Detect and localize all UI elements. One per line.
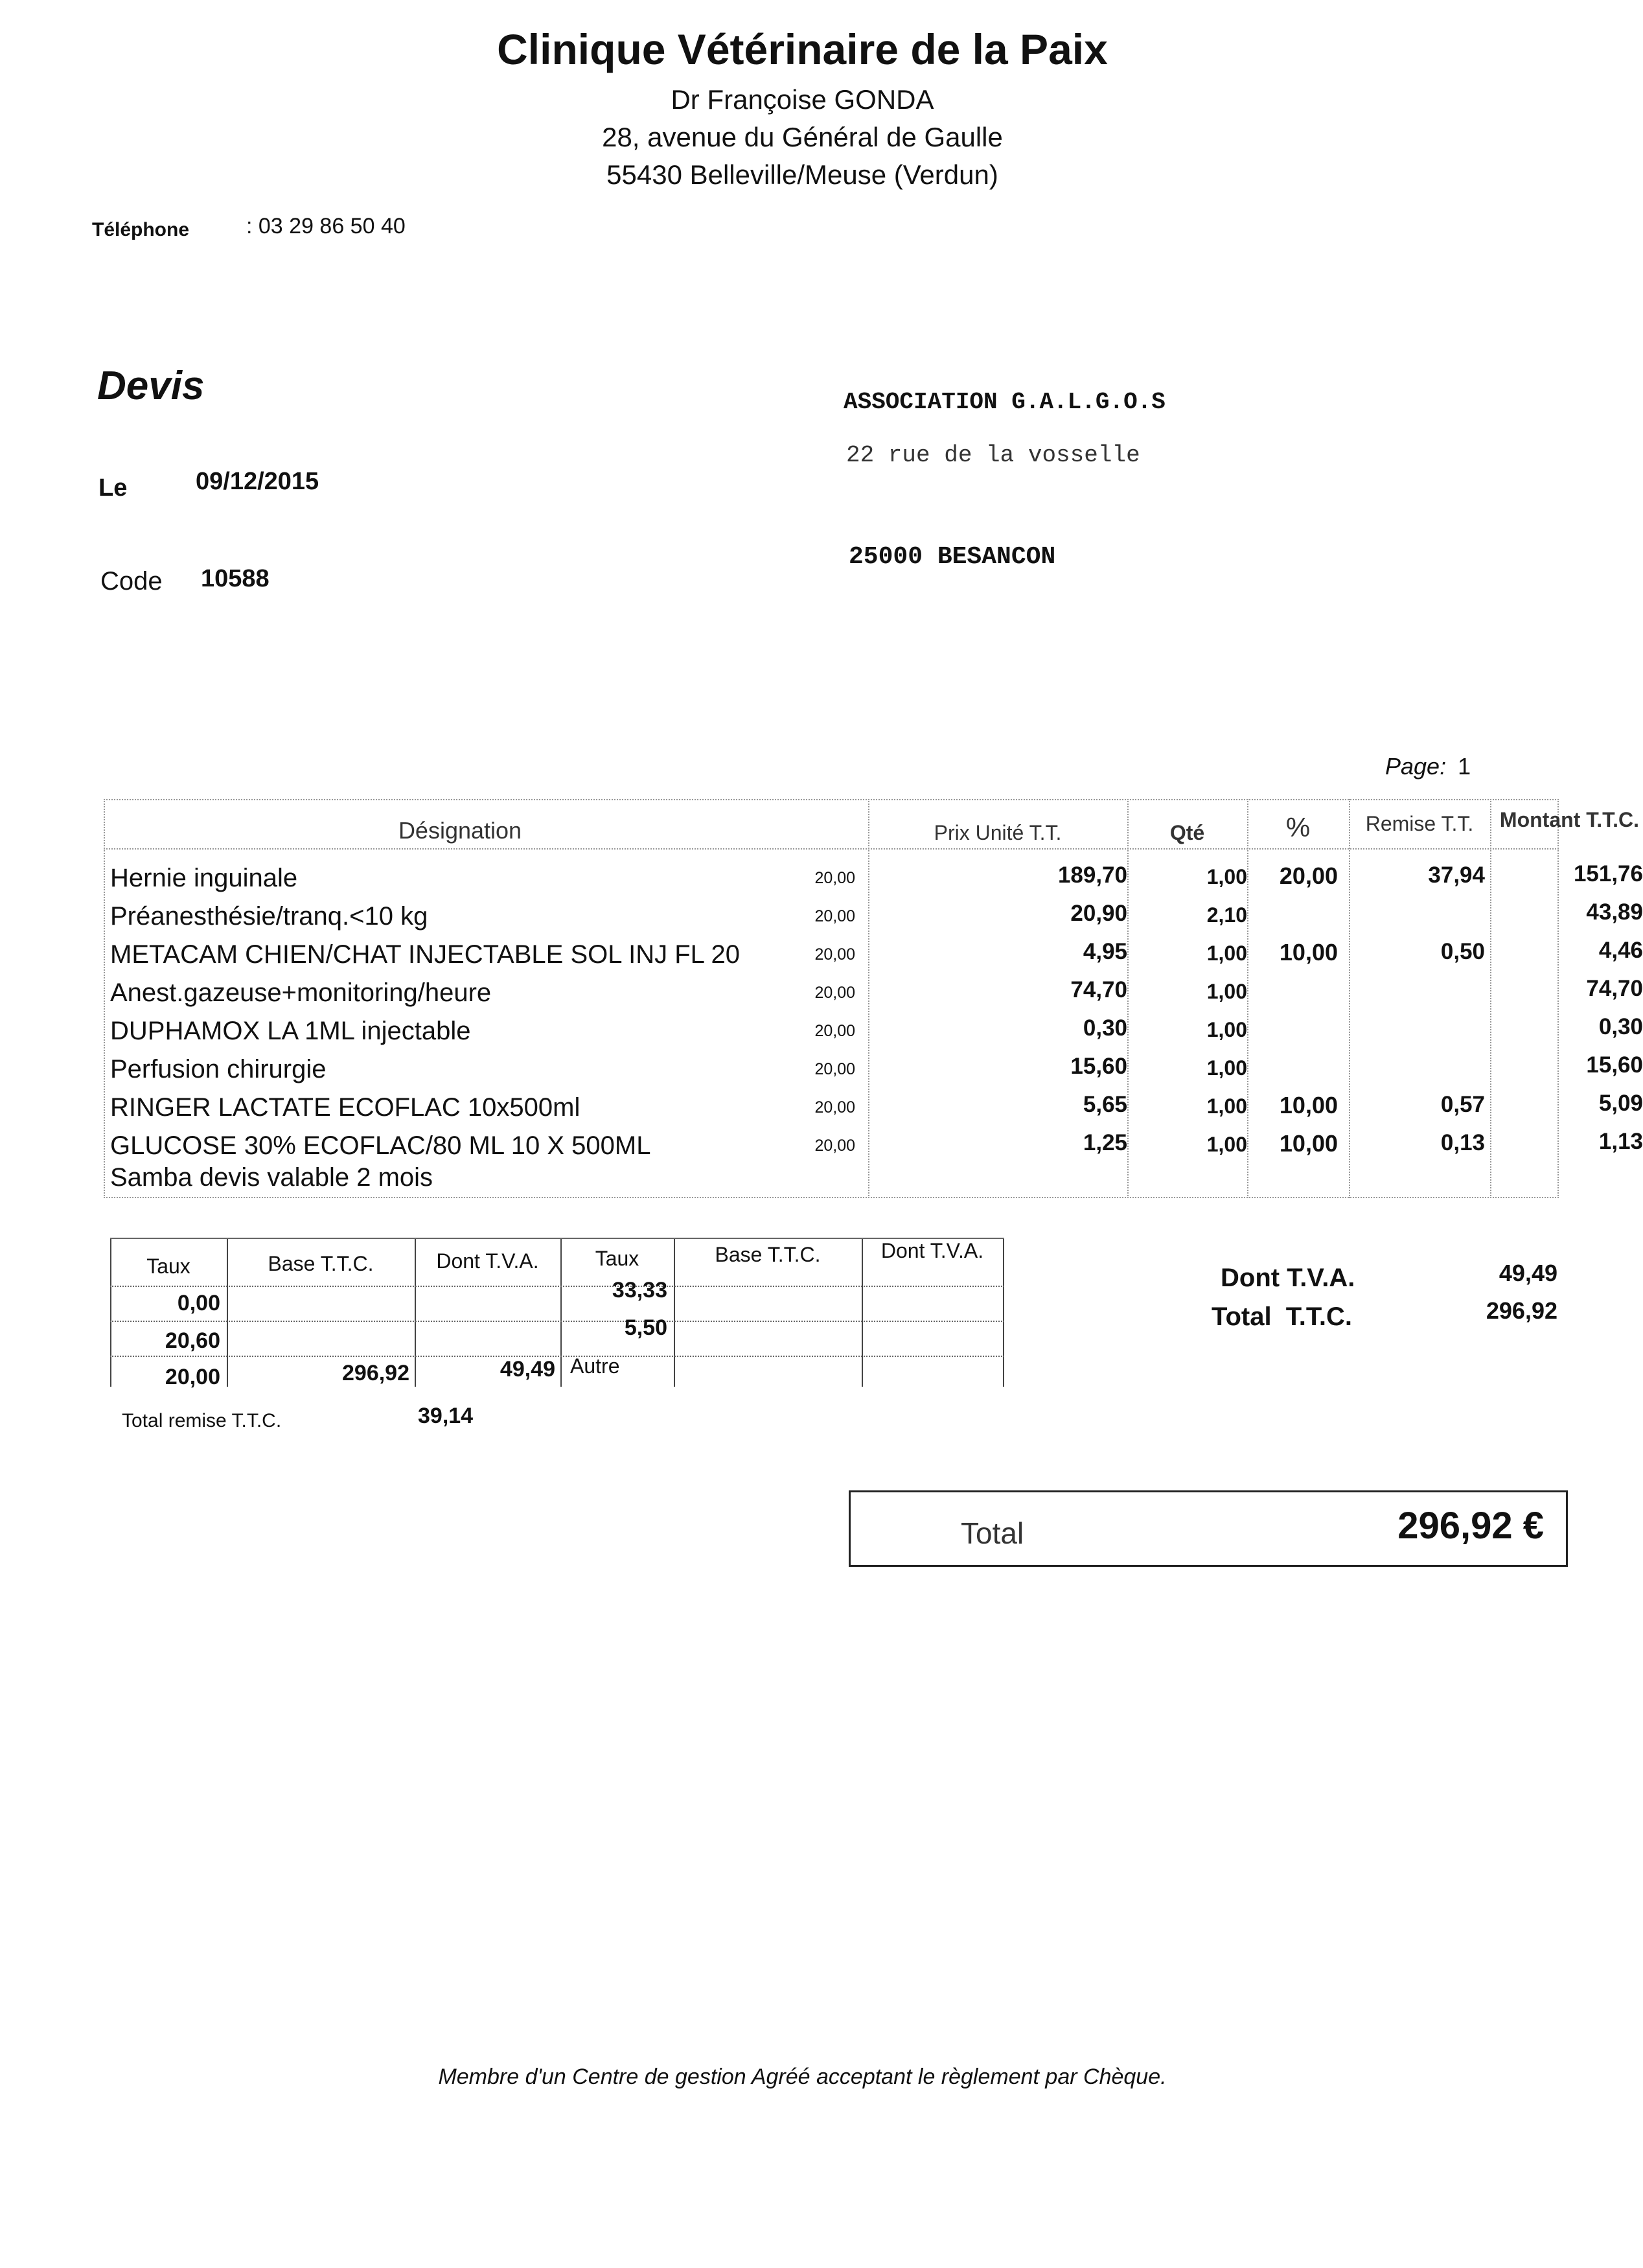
- header-unit-price: Prix Unité T.T.: [934, 821, 1062, 844]
- row-vat-rate: 20,00: [814, 1022, 855, 1040]
- code-label: Code: [100, 567, 163, 596]
- vat-amount-cell: 49,49: [500, 1357, 555, 1382]
- page-label: Page:: [1385, 753, 1447, 780]
- grand-total-label: Total: [961, 1516, 1024, 1550]
- row-unit-price: 4,95: [1083, 939, 1127, 964]
- row-unit-price: 15,60: [1070, 1054, 1127, 1079]
- row-description: Anest.gazeuse+monitoring/heure: [110, 978, 492, 1007]
- row-amount: 4,46: [1598, 938, 1643, 963]
- vat-header-base-2: Base T.T.C.: [715, 1243, 821, 1266]
- row-unit-price: 5,65: [1083, 1092, 1127, 1117]
- table-row: [104, 1159, 1559, 1198]
- row-qty: 1,00: [1206, 1133, 1247, 1156]
- table-row: [104, 1051, 1643, 1089]
- row-description: Perfusion chirurgie: [110, 1055, 327, 1083]
- row-vat-rate: 20,00: [814, 945, 855, 964]
- table-row: [104, 860, 1643, 898]
- document-title: Devis: [97, 364, 205, 408]
- table-row: [104, 898, 1643, 936]
- row-unit-price: 20,90: [1070, 901, 1127, 926]
- row-unit-price: 74,70: [1070, 977, 1127, 1002]
- summary-ttc-label: Total T.T.C.: [1212, 1302, 1353, 1331]
- row-percent: 10,00: [1279, 1130, 1338, 1157]
- table-divider: [104, 848, 1559, 850]
- row-vat-rate: 20,00: [814, 1137, 855, 1155]
- grand-total-box: [849, 1490, 1568, 1567]
- row-amount: 1,13: [1598, 1129, 1643, 1154]
- header-qty: Qté: [1169, 821, 1205, 844]
- table-divider: [110, 1321, 1004, 1322]
- vat-breakdown-table: [110, 1238, 1004, 1387]
- vat-header-vat-1: Dont T.V.A.: [436, 1249, 539, 1273]
- row-discount: 0,50: [1440, 939, 1485, 964]
- row-description: RINGER LACTATE ECOFLAC 10x500ml: [110, 1093, 580, 1122]
- vat-header-rate-2: Taux: [595, 1247, 639, 1270]
- row-qty: 1,00: [1206, 942, 1247, 965]
- table-divider: [104, 799, 1559, 800]
- row-qty: 1,00: [1206, 1056, 1247, 1080]
- row-qty: 1,00: [1206, 865, 1247, 888]
- row-description: Hernie inguinale: [110, 864, 298, 892]
- summary-vat-label: Dont T.V.A.: [1221, 1264, 1355, 1292]
- doctor-name: Dr Françoise GONDA: [671, 84, 934, 115]
- row-vat-rate: 20,00: [814, 907, 855, 925]
- table-row: [104, 975, 1643, 1013]
- table-divider: [110, 1356, 1004, 1357]
- row-unit-price: 1,25: [1083, 1130, 1127, 1155]
- row-amount: 15,60: [1586, 1052, 1643, 1078]
- row-percent: 10,00: [1279, 1092, 1338, 1118]
- row-discount: 37,94: [1428, 862, 1485, 888]
- row-discount: 0,57: [1440, 1092, 1485, 1117]
- page-indicator: [1385, 753, 1471, 780]
- header-percent: %: [1285, 812, 1311, 842]
- row-vat-rate: 20,00: [814, 984, 855, 1002]
- date-value: 09/12/2015: [196, 468, 319, 495]
- recipient-name: ASSOCIATION G.A.L.G.O.S: [844, 389, 1166, 415]
- vat-rate-cell: 33,33: [612, 1278, 667, 1302]
- row-qty: 1,00: [1206, 980, 1247, 1003]
- row-unit-price: 0,30: [1083, 1015, 1127, 1041]
- date-label: Le: [98, 474, 128, 502]
- row-amount: 43,89: [1586, 899, 1643, 925]
- row-vat-rate: 20,00: [814, 869, 855, 887]
- total-discount-label: Total remise T.T.C.: [122, 1410, 282, 1431]
- vat-header-vat-2: Dont T.V.A.: [880, 1239, 984, 1262]
- row-vat-rate: 20,00: [814, 1098, 855, 1117]
- table-divider: [1003, 1238, 1004, 1387]
- row-description: DUPHAMOX LA 1ML injectable: [110, 1017, 471, 1045]
- row-qty: 1,00: [1206, 1094, 1247, 1118]
- row-amount: 5,09: [1598, 1091, 1643, 1116]
- clinic-address-line1: 28, avenue du Général de Gaulle: [602, 122, 1003, 152]
- vat-rate-cell: Autre: [570, 1354, 620, 1378]
- row-qty: 1,00: [1206, 1018, 1247, 1041]
- summary-vat-value: 49,49: [1499, 1260, 1557, 1286]
- vat-header-base-1: Base T.T.C.: [268, 1252, 374, 1275]
- table-divider: [110, 1286, 1004, 1287]
- vat-rate-cell: 5,50: [624, 1315, 667, 1340]
- table-row: [104, 936, 1643, 975]
- footer-note: Membre d'un Centre de gestion Agréé acceptant le règlement par Chèque.: [438, 2065, 1167, 2089]
- row-amount: 0,30: [1598, 1014, 1643, 1039]
- recipient-street: 22 rue de la vosselle: [846, 442, 1140, 469]
- code-value: 10588: [201, 565, 270, 592]
- row-description: GLUCOSE 30% ECOFLAC/80 ML 10 X 500ML: [110, 1131, 651, 1160]
- clinic-name: Clinique Vétérinaire de la Paix: [497, 25, 1108, 73]
- summary-ttc-value: 296,92: [1486, 1297, 1557, 1324]
- phone-label: Téléphone: [92, 219, 190, 240]
- header-designation: Désignation: [398, 817, 522, 844]
- table-row: [104, 1013, 1643, 1051]
- header-discount: Remise T.T.: [1365, 812, 1474, 835]
- row-amount: 151,76: [1573, 861, 1643, 886]
- clinic-address-line2: 55430 Belleville/Meuse (Verdun): [606, 159, 998, 190]
- vat-base-cell: 296,92: [342, 1361, 409, 1385]
- row-amount: 74,70: [1586, 976, 1643, 1001]
- grand-total-value: 296,92 €: [1397, 1505, 1544, 1547]
- row-vat-rate: 20,00: [814, 1060, 855, 1078]
- row-qty: 2,10: [1206, 903, 1247, 927]
- header-amount: Montant T.T.C.: [1499, 808, 1639, 831]
- phone-value: : 03 29 86 50 40: [246, 214, 406, 238]
- vat-rate-cell: 20,00: [165, 1365, 220, 1389]
- quote-lines-table: [104, 799, 1643, 1198]
- table-row: [104, 1089, 1643, 1128]
- vat-rate-cell: 0,00: [177, 1291, 220, 1315]
- row-discount: 0,13: [1440, 1130, 1485, 1155]
- row-description: Samba devis valable 2 mois: [110, 1163, 433, 1192]
- page-number: 1: [1458, 753, 1471, 780]
- row-percent: 10,00: [1279, 939, 1338, 966]
- row-unit-price: 189,70: [1057, 862, 1127, 888]
- vat-header-rate-1: Taux: [146, 1255, 190, 1278]
- row-description: METACAM CHIEN/CHAT INJECTABLE SOL INJ FL 20: [110, 940, 741, 969]
- vat-rate-cell: 20,60: [165, 1328, 220, 1353]
- row-description: Préanesthésie/tranq.<10 kg: [110, 902, 428, 931]
- total-discount-value: 39,14: [418, 1404, 474, 1428]
- row-percent: 20,00: [1279, 862, 1338, 889]
- recipient-city: 25000 BESANCON: [849, 543, 1056, 571]
